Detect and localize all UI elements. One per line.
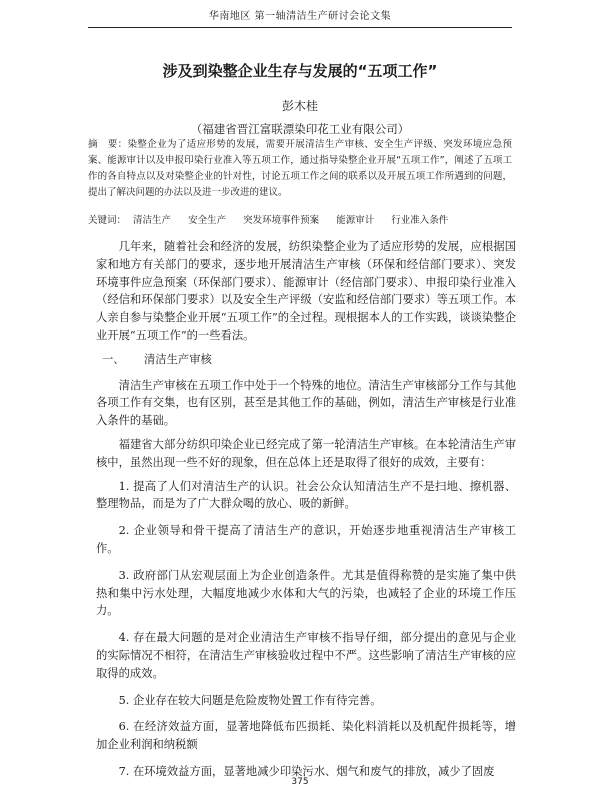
list-item: 2. 企业领导和骨干提高了清洁生产的意识，开始逐步地重视清洁生产审核工作。 — [96, 524, 516, 555]
author-affiliation: （福建省晋江富联漂染印花工业有限公司） — [190, 122, 410, 136]
running-header: 华南地区 第一轴清洁生产研讨会论文集 — [208, 11, 392, 22]
page-number: 375 — [291, 777, 309, 787]
header-rule — [88, 27, 512, 28]
paragraph: 福建省大部分纺织印染企业已经完成了第一轮清洁生产审核。在本轮清洁生产审核中，虽然出现一些不好的现象，但在总体上还是取得了很好的成效，主要有： — [96, 437, 516, 469]
list-item: 1. 提高了人们对清洁生产的认识。社会公众认知清洁生产不是扫地、擦机器、整理物品，而是为了广大群众喝的放心、吸的新鲜。 — [96, 479, 516, 511]
abstract — [88, 137, 512, 201]
paragraph: 清洁生产审核在五项工作中处于一个特殊的地位。清洁生产审核部分工作与其他各项工作有交集，也有区别，甚至是其他工作的基础，例如，清洁生产审核是行业准入条件的基础。 — [96, 378, 516, 428]
keywords — [88, 214, 512, 228]
keyword-item: 清洁生产 — [133, 215, 172, 226]
keyword-item: 安全生产 — [188, 215, 227, 226]
abstract-label: 摘 要： — [88, 139, 128, 150]
body-text — [96, 238, 516, 790]
section-number: 一、 — [102, 352, 125, 366]
section-title: 清洁生产审核 — [144, 352, 212, 366]
keyword-item: 突发环境事件预案 — [243, 215, 320, 226]
keyword-item: 能源审计 — [336, 215, 375, 226]
paper-title: 涉及到染整企业生存与发展的“五项工作” — [162, 62, 438, 80]
keywords-label: 关键词： — [88, 215, 127, 226]
list-item: 4. 存在最大问题的是对企业清洁生产审核不指导仔细，部分提出的意见与企业的实际情况不相符，在清洁生产审核验收过程中不严。这些影响了清洁生产审核的应取得的成效。 — [96, 631, 516, 680]
author-name: 彭木桂 — [281, 99, 318, 113]
section-heading — [96, 351, 516, 369]
keyword-item: 行业准入条件 — [391, 215, 449, 226]
list-item: 5. 企业存在较大问题是危险废物处置工作有待完善。 — [118, 693, 382, 707]
intro-paragraph: 几年来，随着社会和经济的发展，纺织染整企业为了适应形势的发展，应根据国家和地方有关部门的要求，逐步地开展清洁生产审核（环保和经信部门要求）、突发环境事件应急预案（环保部门要求）、能源审计（经信部门要求）、申报印染行业准入（经信和环保部门要求）以及安全生产评级（安监和经信部门要求）等五项工作。本人亲自参与染整企业开展“五项工作”的全过程。现根据本人的工作实践，谈谈染整企业开展“五项工作”的一些看法。 — [96, 240, 516, 342]
list-item: 7. 在环境效益方面，显著地减少印染污水、烟气和废气的排放，减少了固废 — [118, 764, 495, 778]
list-item: 3. 政府部门从宏观层面上为企业创造条件。尤其是值得称赞的是实施了集中供热和集中污水处理，大幅度地减少水体和大气的污染，也减轻了企业的环境工作压力。 — [96, 568, 516, 618]
list-item: 6. 在经济效益方面，显著地降低布匹损耗、染化料消耗以及机配件损耗等，增加企业利润和纳税额 — [96, 720, 516, 752]
abstract-text: 染整企业为了适应形势的发展，需要开展清洁生产审核、安全生产评级、突发环境应急预案、能源审计以及申报印染行业准入等五项工作，通过指导染整企业开展“五项工作”，阐述了五项工作的各自特点以及对染整企业的针对性，讨论五项工作之间的联系以及开展五项工作所遇到的问题，提出了解决问题的办法以及进一步改进的建议。 — [88, 139, 512, 198]
